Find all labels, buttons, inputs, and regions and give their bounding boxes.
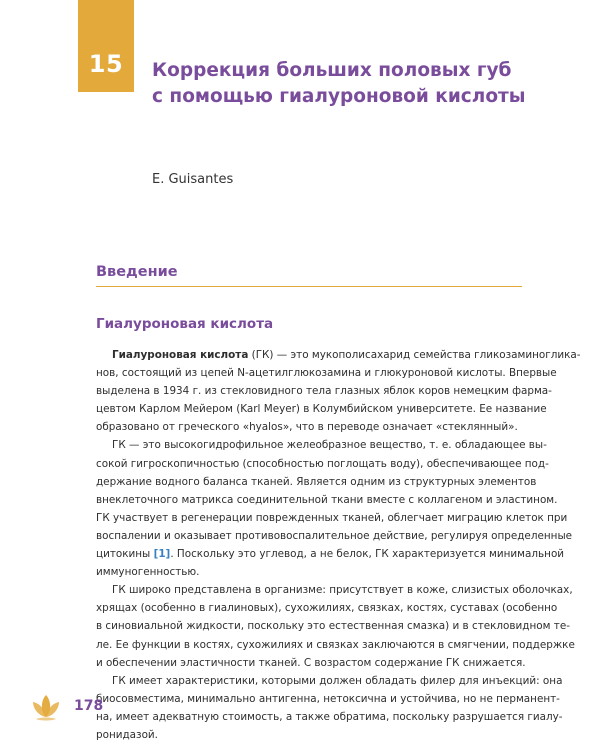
page-number: 178 (74, 698, 104, 714)
text-line: биосовместима, минимально антигенна, нетоксична и устойчива, но не перманент- (96, 692, 560, 705)
text-line: в синовиальной жидкости, поскольку это естественная смазка) и в стекловидном те- (96, 620, 570, 633)
text-line: ГК имеет характеристики, которыми должен обладать филер для инъекций: она (112, 674, 563, 687)
text-line: на, имеет адекватную стоимость, а также обратима, поскольку разрушается гиалу- (96, 710, 563, 723)
text-line: ГК — это высокогидрофильное желеобразное вещество, т. е. обладающее вы- (112, 439, 547, 452)
paragraph-definition (96, 346, 581, 436)
chapter-number: 15 (88, 50, 124, 78)
text-line: воспалении и оказывает противовоспалительное действие, регулируя определенные (96, 529, 573, 542)
paragraph-filler-characteristics (96, 672, 563, 744)
text-line: ГК участвует в регенерации поврежденных тканей, облегчает миграцию клеток при (96, 511, 568, 524)
text-line: ле. Ее функции в костях, сухожилиях и связках заключаются в смягчении, поддержке (96, 638, 575, 651)
chapter-number-tab (78, 0, 134, 92)
chapter-title-line-1: Коррекция больших половых губ (152, 60, 512, 81)
text-line: цевтом Карлом Мейером (Karl Meyer) в Колумбийском университете. Ее название (96, 403, 547, 416)
body-text (96, 346, 581, 744)
paragraph-distribution (96, 581, 575, 671)
section-heading-introduction: Введение (96, 264, 522, 287)
paragraph-properties (96, 436, 573, 581)
text-line: выделена в 1934 г. из стекловидного тела глазных яблок коров немецким фарма- (96, 385, 552, 398)
text-line: образовано от греческого «hyalos», что в переводе означает «стеклянный». (96, 421, 518, 434)
text-line: держание водного баланса тканей. Является одним из структурных элементов (96, 475, 537, 488)
chapter-title-line-2: с помощью гиалуроновой кислоты (152, 86, 526, 107)
text-line: ГК широко представлена в организме: присутствует в коже, слизистых оболочках, (112, 584, 573, 597)
text-line: нов, состоящий из цепей N-ацетилглюкозамина и глюкуроновой кислоты. Впервые (96, 367, 557, 380)
flower-icon (30, 691, 62, 723)
text-line: Гиалуроновая кислота (ГК) — это мукополисахарид семейства гликозаминоглика- (112, 349, 581, 361)
text-line: ронидазой. (96, 728, 158, 741)
subsection-heading-hyaluronic-acid: Гиалуроновая кислота (96, 316, 274, 332)
text-line: хрящах (особенно в гиалиновых), сухожилиях, связках, костях, суставах (особенно (96, 602, 558, 615)
text-line: и обеспечении эластичности тканей. С возрастом содержание ГК снижается. (96, 656, 526, 669)
text-line: внеклеточного матрикса соединительной ткани вместе с коллагеном и эластином. (96, 493, 558, 506)
text-line: цитокины [1]. Поскольку это углевод, а не белок, ГК характеризуется минимальной (96, 548, 565, 561)
defined-term: Гиалуроновая кислота (112, 349, 249, 361)
text-line: сокой гигроскопичностью (способностью поглощать воду), обеспечивающее под- (96, 457, 549, 470)
text-line: иммуногенностью. (96, 566, 200, 579)
chapter-title (152, 58, 562, 110)
reference-link[interactable]: [1] (153, 548, 171, 561)
author-name: E. Guisantes (152, 172, 234, 187)
